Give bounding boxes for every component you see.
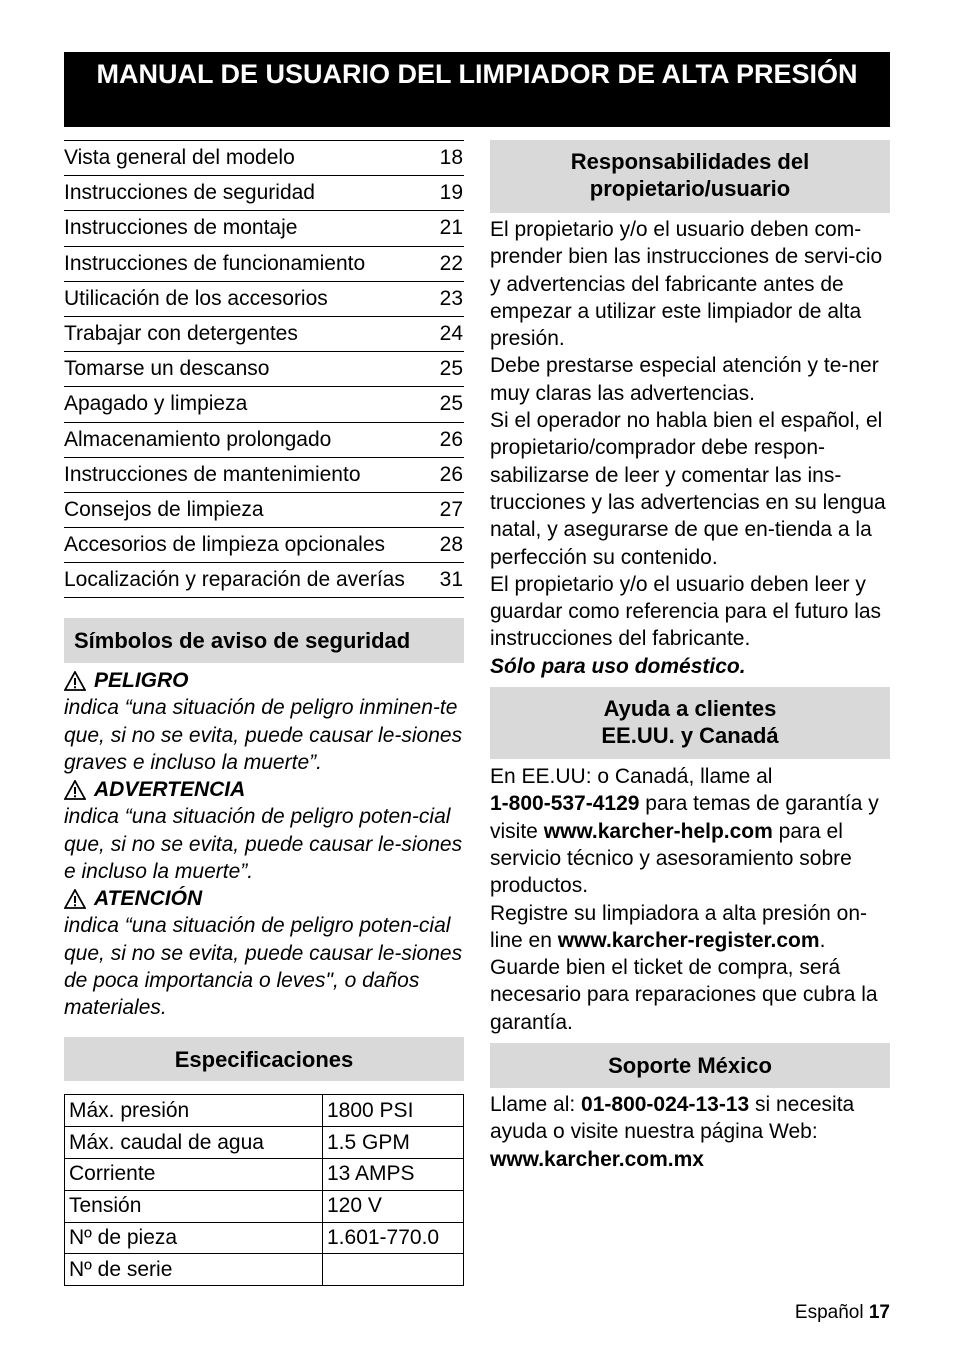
danger-label: PELIGRO (94, 669, 189, 693)
paragraph (490, 900, 890, 955)
toc-page: 25 (439, 357, 463, 381)
text-span: si necesita ayuda o visite nuestra página Web: (490, 1093, 855, 1144)
spec-label: Nº de serie (65, 1254, 323, 1286)
table-row (65, 1095, 464, 1127)
text-span: Registre su limpiadora a alta presión on-line en (490, 901, 868, 952)
footer-language: Español (794, 1302, 864, 1323)
danger-title (64, 667, 464, 694)
toc-row[interactable] (64, 423, 464, 458)
warning-label: ADVERTENCIA (94, 778, 246, 802)
toc-label: Instrucciones de mantenimiento (64, 462, 361, 486)
toc-page: 24 (439, 322, 463, 346)
paragraph (490, 1091, 890, 1146)
phone-number[interactable]: 01-800-024-13-13 (581, 1093, 750, 1117)
toc-page: 22 (439, 251, 463, 275)
register-link[interactable]: www.karcher-register.com (557, 928, 820, 952)
heading-line: EE.UU. y Canadá (601, 723, 779, 749)
spec-label: Máx. caudal de agua (65, 1127, 323, 1159)
mexico-body (490, 1091, 890, 1173)
toc-row[interactable] (64, 247, 464, 282)
responsibilities-body (490, 216, 890, 680)
toc-label: Tomarse un descanso (64, 357, 270, 381)
spec-label: Corriente (65, 1159, 323, 1191)
responsibilities-heading (490, 140, 890, 213)
help-link[interactable]: www.karcher-help.com (543, 819, 773, 843)
toc-row[interactable] (64, 493, 464, 528)
spec-value: 1.601-770.0 (323, 1222, 464, 1254)
toc-label: Apagado y limpieza (64, 392, 248, 416)
paragraph: El propietario y/o el usuario deben leer y guardar como referencia para el futuro las instrucciones del fabricante. (490, 572, 882, 651)
toc-row[interactable] (64, 563, 464, 598)
toc-label: Instrucciones de funcionamiento (64, 251, 366, 275)
toc-page: 21 (439, 216, 463, 240)
toc-row[interactable] (64, 141, 464, 176)
caution-title (64, 885, 464, 912)
safety-warnings (64, 667, 464, 1021)
left-column (64, 140, 464, 1286)
spec-value: 120 V (323, 1190, 464, 1222)
spec-label: Máx. presión (65, 1095, 323, 1127)
toc-row[interactable] (64, 317, 464, 352)
paragraph: Debe prestarse especial atención y te-ner muy claras las advertencias. (490, 354, 879, 405)
toc-page: 27 (439, 497, 463, 521)
table-row (65, 1127, 464, 1159)
warning-text: indica “una situación de peligro poten-cial que, si no se evita, puede causar le-siones e incluso la muerte”. (64, 805, 463, 883)
toc-page: 19 (439, 181, 463, 205)
paragraph: El propietario y/o el usuario deben com-prender bien las instrucciones de servi-cio y advertencias del fabricante antes de empezar a utilizar este limpiador de alta presión. (490, 218, 883, 351)
paragraph (490, 790, 890, 899)
toc-row[interactable] (64, 458, 464, 493)
danger-text: indica “una situación de peligro inminen-te que, si no se evita, puede causar le-siones graves e incluso la muerte”. (64, 696, 463, 775)
toc-page: 25 (439, 392, 463, 416)
toc-page: 26 (439, 427, 463, 451)
toc-label: Consejos de limpieza (64, 497, 264, 521)
toc-label: Utilicación de los accesorios (64, 286, 328, 310)
spec-label: Nº de pieza (65, 1222, 323, 1254)
customer-help-body (490, 763, 890, 1036)
toc-row[interactable] (64, 176, 464, 211)
toc-label: Instrucciones de montaje (64, 216, 298, 240)
paragraph: Guarde bien el ticket de compra, será necesario para reparaciones que cubra la garantía. (490, 956, 878, 1034)
domestic-use-note: Sólo para uso doméstico. (490, 654, 746, 678)
toc-label: Instrucciones de seguridad (64, 181, 315, 205)
toc-page: 18 (439, 146, 463, 170)
toc-row[interactable] (64, 352, 464, 387)
paragraph: Si el operador no habla bien el español, el propietario/comprador debe respon-sabilizarse de leer y comentar las ins-trucciones y las advertencias en su lengua natal, y asegurarse de que en-tienda a la perfección su contenido. (490, 409, 886, 569)
spec-value: 1.5 GPM (323, 1127, 464, 1159)
safety-heading: Símbolos de aviso de seguridad (64, 618, 464, 663)
warning-triangle-icon (64, 889, 86, 909)
toc-label: Vista general del modelo (64, 146, 295, 170)
heading-line: propietario/usuario (589, 176, 791, 201)
paragraph (490, 1146, 890, 1173)
toc-page: 31 (439, 568, 463, 592)
caution-label: ATENCIÓN (94, 887, 203, 911)
specs-table (64, 1094, 464, 1286)
heading-line: Ayuda a clientes (603, 696, 777, 722)
text-span: . (819, 928, 826, 952)
toc-label: Trabajar con detergentes (64, 322, 298, 346)
spec-value: 13 AMPS (323, 1159, 464, 1191)
toc-row[interactable] (64, 528, 464, 563)
toc-label: Localización y reparación de averías (64, 568, 405, 592)
spec-value (323, 1254, 464, 1286)
caution-text: indica “una situación de peligro poten-cial que, si no se evita, puede causar le-siones de poca importancia o leves", o daños materiales. (64, 914, 463, 1020)
specs-heading: Especificaciones (64, 1037, 464, 1081)
toc-row[interactable] (64, 211, 464, 246)
text-span: Llame al: (490, 1093, 582, 1117)
mexico-link[interactable]: www.karcher.com.mx (490, 1147, 704, 1171)
toc-page: 28 (439, 533, 463, 557)
text-span: para el servicio técnico y asesoramiento sobre productos. (490, 819, 852, 898)
table-row (65, 1254, 464, 1286)
paragraph: En EE.UU: o Canadá, llame al (490, 765, 773, 789)
page-title: MANUAL DE USUARIO DEL LIMPIADOR DE ALTA PRESIÓN (64, 52, 890, 127)
customer-help-heading (490, 687, 890, 759)
spec-value: 1800 PSI (323, 1095, 464, 1127)
toc-label: Accesorios de limpieza opcionales (64, 533, 385, 557)
warning-title (64, 776, 464, 803)
warning-triangle-icon (64, 780, 86, 800)
toc-page: 26 (439, 462, 463, 486)
right-column (490, 140, 890, 1173)
page-footer (795, 1302, 890, 1324)
mexico-heading: Soporte México (490, 1043, 890, 1088)
phone-number[interactable]: 1-800-537-4129 (490, 792, 640, 816)
heading-line: Responsabilidades del (570, 149, 810, 174)
warning-triangle-icon (64, 671, 86, 691)
table-row (65, 1222, 464, 1254)
toc-label: Almacenamiento prolongado (64, 427, 332, 451)
toc-row[interactable] (64, 282, 464, 317)
table-of-contents (64, 140, 464, 598)
page-number: 17 (868, 1302, 890, 1323)
table-row (65, 1159, 464, 1191)
toc-row[interactable] (64, 387, 464, 422)
text-span: para temas de garantía y visite (490, 792, 879, 843)
spec-label: Tensión (65, 1190, 323, 1222)
table-row (65, 1190, 464, 1222)
toc-page: 23 (439, 286, 463, 310)
